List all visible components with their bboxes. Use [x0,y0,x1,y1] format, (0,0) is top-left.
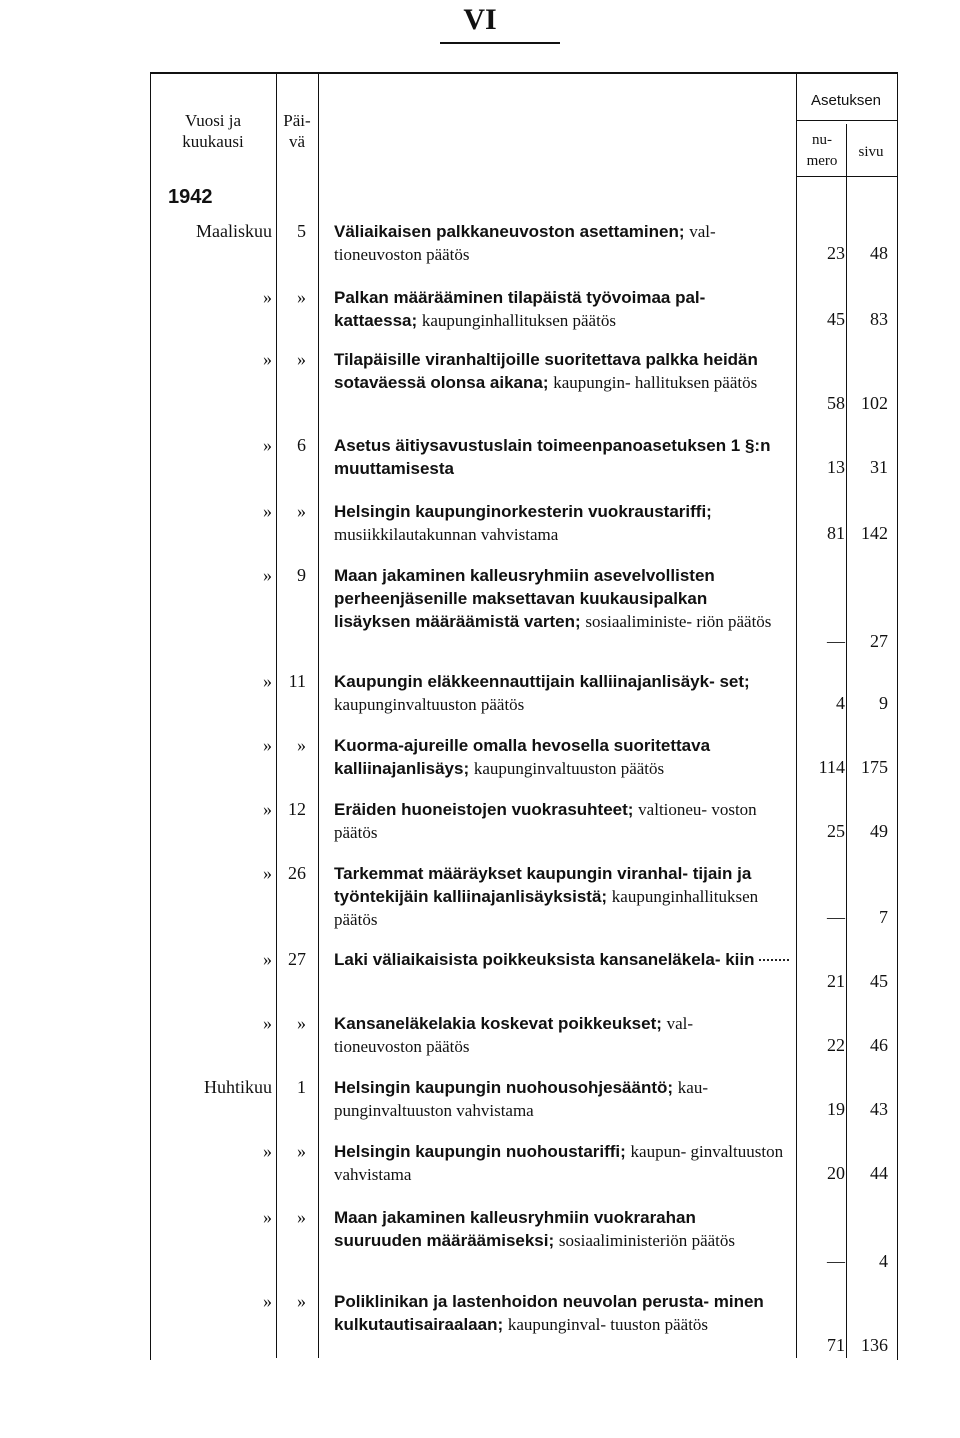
entry-day: » [297,349,306,369]
entry-authority-cont: kaupunginhallituksen päätös [334,887,759,929]
entry-number: 4 [836,693,845,713]
entry-page: 7 [879,907,888,927]
entry-authority: kaupunginvaltuuston päätös [334,695,525,714]
entry-description [334,348,789,394]
entry-day: » [297,287,306,307]
entry-description [334,948,789,971]
header-subrule [796,120,897,121]
entry-authority: kaupunginvaltuuston päätös [473,759,665,778]
entry-month: » [263,501,272,521]
entry-day: » [297,501,306,521]
entry-number: 58 [827,393,845,413]
entry-month: » [263,1013,272,1033]
entry-description [334,1012,789,1058]
entry-month: » [263,799,272,819]
entry-description [334,434,789,480]
entry-number: 71 [827,1335,845,1355]
col-divider-day [318,72,319,1358]
entry-title: Asetus äitiysavustuslain toimeenpanoasetuksen 1 §:n muuttamisesta [334,436,771,478]
entry-month: » [263,1291,272,1311]
entry-day: 9 [297,565,306,585]
entry-description [334,1290,789,1336]
entry-authority-cont: tioneuvoston päätös [334,1037,470,1056]
entry-authority: kaupungin- [553,373,635,392]
entry-description [334,798,789,844]
entry-title: Poliklinikan ja lastenhoidon neuvolan perusta- minen kulkutautisairaalaan; [334,1292,764,1334]
entry-number: — [827,631,845,651]
entry-description [334,734,789,780]
entry-description [334,862,789,931]
entry-authority: kaupunginhallituksen päätös [421,311,616,330]
entry-authority-cont: musiikkilautakunnan vahvistama [334,525,559,544]
entry-title: Kuorma-ajureille omalla hevosella suoritettava kalliinajanlisäys; [334,736,711,778]
entry-day: 1 [297,1077,306,1097]
entry-page: 31 [870,457,888,477]
entry-description [334,670,789,716]
entry-authority-cont: punginvaltuuston vahvistama [334,1101,534,1120]
entry-title: Maan jakaminen kalleusryhmiin asevelvollisten perheenjäsenille maksettavan kuukausipalkan lisäyksen määräämistä varten; [334,566,715,631]
entry-day: » [297,1013,306,1033]
entry-page: 4 [879,1251,888,1271]
entry-number: — [827,907,845,927]
entry-number: 21 [827,971,845,991]
entry-authority: kau- [677,1078,708,1097]
entry-number: 114 [818,757,845,777]
entry-description [334,564,789,633]
entry-page: 102 [861,393,888,413]
entry-description [334,1076,789,1122]
entry-title: Maan jakaminen kalleusryhmiin vuokrarahan suuruuden määräämiseksi; [334,1208,696,1250]
entry-authority: valtioneu- [638,800,712,819]
entry-page: 46 [870,1035,888,1055]
entry-number: 20 [827,1163,845,1183]
entry-month: » [263,1141,272,1161]
entry-description [334,1206,789,1252]
entry-number: 45 [827,309,845,329]
entry-authority: sosiaaliministeriön [558,1231,692,1250]
entry-page: 49 [870,821,888,841]
entry-number: 22 [827,1035,845,1055]
entry-title: Helsingin kaupungin nuohoustariffi; [334,1142,631,1161]
entry-authority: val- [689,222,716,241]
entry-month: Maaliskuu [196,221,272,241]
header-asetuksen: Asetuksen [810,92,882,109]
entry-authority-cont: hallituksen päätös [634,373,758,392]
entry-month: » [263,735,272,755]
entry-authority-cont: ginvaltuuston vahvistama [334,1142,784,1184]
title-rule [440,42,560,44]
entry-page: 83 [870,309,888,329]
entry-page: 45 [870,971,888,991]
entry-title: Helsingin kaupungin nuohousohjesääntö; [334,1078,678,1097]
entry-month: » [263,671,272,691]
entry-authority: val- [666,1014,694,1033]
entry-day: 11 [288,671,306,691]
entry-day: » [297,1141,306,1161]
entry-month: » [263,287,272,307]
entry-description [334,1140,789,1186]
entry-number: — [827,1251,845,1271]
entry-authority: kaupun- [630,1142,691,1161]
entry-page: 48 [870,243,888,263]
entry-month: » [263,435,272,455]
entry-page: 136 [861,1335,888,1355]
entry-month: » [263,565,272,585]
entry-day: » [297,1207,306,1227]
col-divider-month [276,72,277,1358]
entry-authority: kaupunginval- [507,1315,611,1334]
entry-page: 142 [861,523,888,543]
entry-page: 44 [870,1163,888,1183]
header-numero: nu- mero [806,132,838,169]
entry-title: Tilapäisille viranhaltijoille suoritettava palkka heidän sotaväessä olonsa aikana; [334,350,758,392]
entry-month: » [263,349,272,369]
header-paiva: Päi- vä [283,111,311,151]
entry-title: Kansaneläkelakia koskevat poikkeukset; [334,1014,667,1033]
entry-number: 81 [827,523,845,543]
header-rule [796,176,897,177]
entry-authority-cont: riön päätös [696,612,772,631]
entry-number: 23 [827,243,845,263]
year-label: 1942 [168,186,213,208]
entry-authority: sosiaaliministe- [585,612,697,631]
entry-day: » [297,735,306,755]
entry-authority-cont: tioneuvoston päätös [334,245,470,264]
entry-month: » [263,1207,272,1227]
entry-day: 6 [297,435,306,455]
entry-description [334,286,789,332]
header-vuosi: Vuosi ja kuukausi [182,111,244,151]
entry-day: 27 [288,949,306,969]
entry-title: Palkan määrääminen tilapäistä työvoimaa pal- kattaessa; [334,288,706,330]
dot-leader [759,959,789,961]
entry-title: Väliaikaisen palkkaneuvoston asettaminen; [334,222,690,241]
entry-number: 19 [827,1099,845,1119]
entry-authority-cont: päätös [691,1231,735,1250]
entry-title: Helsingin kaupunginorkesterin vuokraustariffi; [334,502,712,521]
header-sivu: sivu [858,144,884,160]
entry-month: » [263,949,272,969]
entry-title: Tarkemmat määräykset kaupungin viranhal- tijain ja työntekijäin kalliinajanlisäyksistä; [334,864,752,906]
entry-title: Kaupungin eläkkeennauttijain kalliinajanlisäyk- set; [334,672,750,691]
entry-description [334,220,789,266]
entry-page: 43 [870,1099,888,1119]
entry-authority-cont: voston päätös [334,800,757,842]
entry-day: 12 [288,799,306,819]
entry-page: 9 [879,693,888,713]
entry-number: 25 [827,821,845,841]
entry-day: » [297,1291,306,1311]
entry-day: 26 [288,863,306,883]
entry-authority-cont: tuuston päätös [610,1315,709,1334]
page-title: VI [463,3,497,36]
entry-description [334,500,789,546]
entry-page: 27 [870,631,888,651]
entry-number: 13 [827,457,845,477]
entry-month: Huhtikuu [203,1077,272,1097]
entry-day: 5 [297,221,306,241]
entry-month: » [263,863,272,883]
entry-title: Eräiden huoneistojen vuokrasuhteet; [334,800,639,819]
entry-title: Laki väliaikaisista poikkeuksista kansaneläkela- kiin [334,950,755,969]
entry-page: 175 [861,757,888,777]
